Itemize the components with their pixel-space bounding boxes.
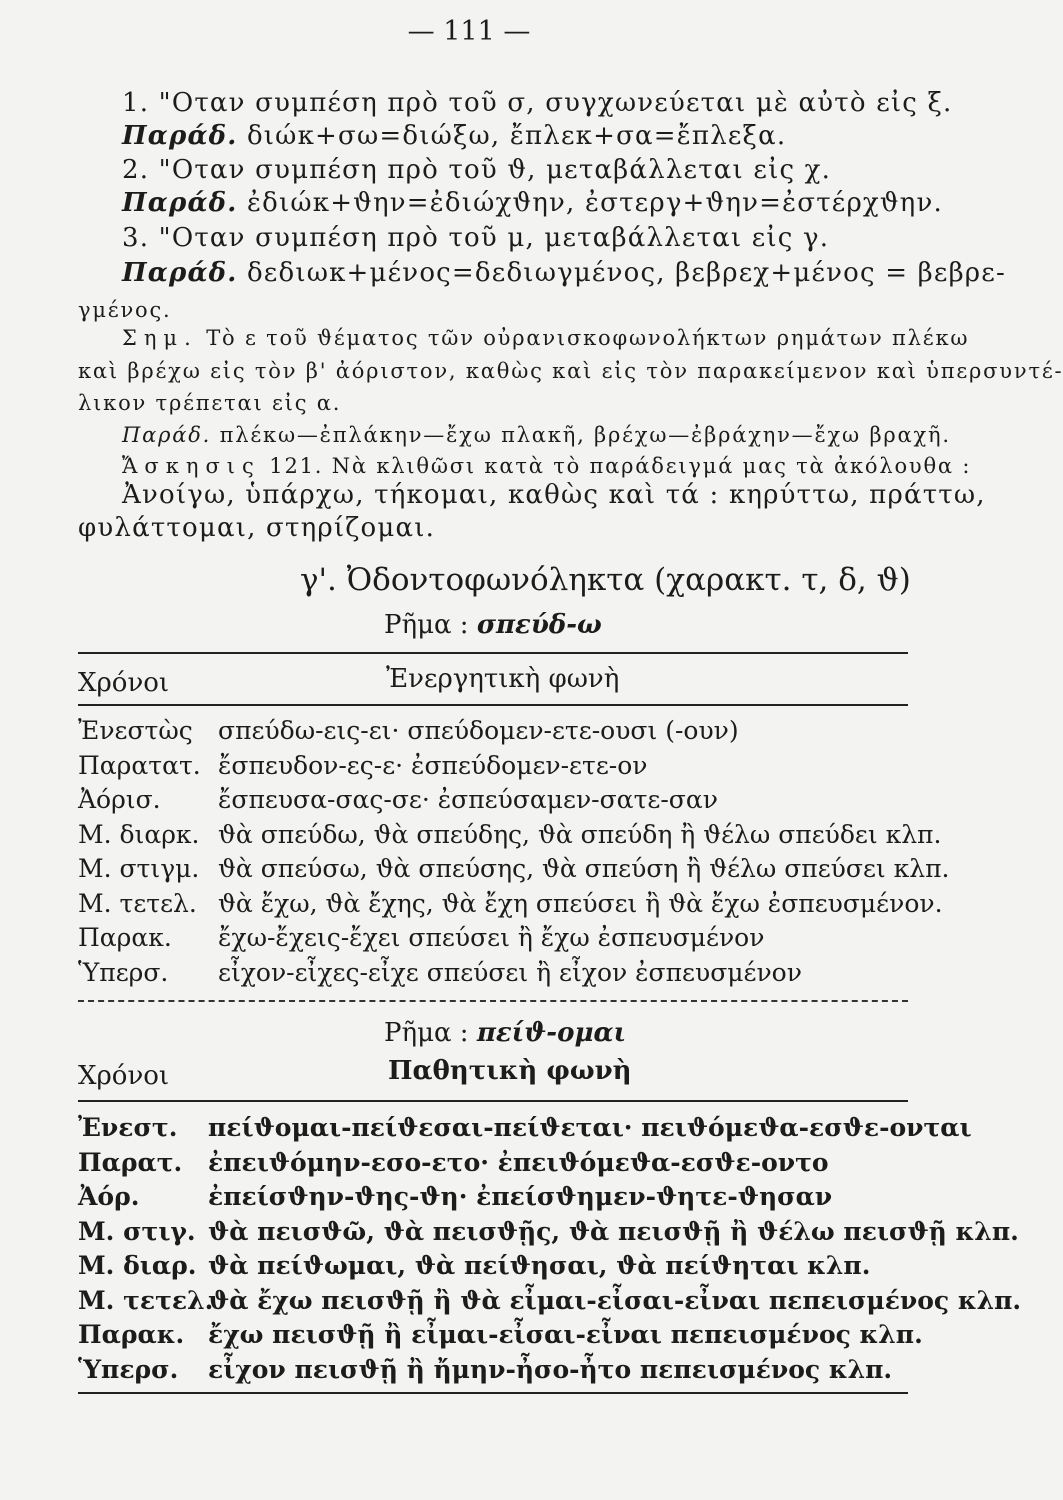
exercise-text: 121. Νὰ κλιθῶσι κατὰ τὸ παράδειγμά μας τὰ ἀκόλουθα : <box>269 454 972 478</box>
example-label: Παράδ. <box>122 121 238 151</box>
conjugation-forms: ἐπειϑόμην-εσο-ετο· ἐπειϑόμεϑα-εσϑε-οντο <box>208 1147 829 1177</box>
page-number: — 111 — <box>407 16 531 47</box>
note-example-label: Παράδ. <box>122 423 212 447</box>
table1-top-rule <box>78 652 908 654</box>
example-3-continued: γμένος. <box>78 298 172 322</box>
conjugation-forms: ϑὰ πείϑωμαι, ϑὰ πείϑησαι, ϑὰ πείϑηται κλπ. <box>208 1251 871 1280</box>
conjugation-forms: ϑὰ σπεύδω, ϑὰ σπεύδης, ϑὰ σπεύδη ἢ ϑέλω σπεύδει κλπ. <box>218 819 942 849</box>
tense-label: Μ. διαρκ. <box>78 819 200 849</box>
example-label: Παράδ. <box>122 258 238 288</box>
note-example-text: πλέκω—ἐπλάκην—ἔχω πλακῆ, βρέχω—ἐβράχην—ἔχω βραχῆ. <box>219 423 951 447</box>
conjugation-forms: εἶχον πεισϑῇ ἢ ἤμην-ἦσο-ἦτο πεπεισμένος κλπ. <box>208 1354 893 1384</box>
table2-header-rule <box>78 1100 908 1102</box>
verb-prefix: Ρῆμα : <box>384 610 469 640</box>
table-row <box>78 1355 918 1391</box>
table1-header-rule <box>78 704 908 706</box>
verb-stem: πείϑ-ομαι <box>476 1018 627 1048</box>
table-row <box>78 1113 972 1149</box>
table-row <box>78 1216 1019 1253</box>
tense-label: Παρατ. <box>78 1147 183 1177</box>
conjugation-forms: ϑὰ πεισϑῶ, ϑὰ πεισϑῇς, ϑὰ πεισϑῇ ἢ ϑέλω πεισϑῇ κλπ. <box>208 1216 1019 1246</box>
tense-label: Παρακ. <box>78 1320 185 1349</box>
table-row <box>78 888 943 925</box>
conjugation-forms: ἔσπευδον-ες-ε· ἐσπεύδομεν-ετε-ον <box>218 750 648 780</box>
example-1 <box>122 121 786 151</box>
note-line-2: καὶ βρέχω εἰς τὸν β' ἀόριστον, καθὼς καὶ εἰς τὸν παρακείμενον καὶ ὑπερσυντέ- <box>78 359 1063 383</box>
note-line-1 <box>122 326 969 350</box>
tense-label: Μ. στιγμ. <box>78 854 200 883</box>
tense-label: Ἐνεστ. <box>78 1113 178 1142</box>
table2-col-tense: Χρόνοι <box>78 1061 170 1091</box>
exercise-line-3: φυλάττομαι, στηρίζομαι. <box>78 513 436 543</box>
tense-label: Ἐνεστὼς <box>78 716 193 745</box>
example-text: δεδιωκ+μένος=δεδιωγμένος, βεβρεχ+μένος = βεβρε- <box>246 258 1006 288</box>
table-row <box>78 1320 923 1356</box>
table-row <box>78 1285 1022 1322</box>
note-line-3: λικον τρέπεται εἰς α. <box>78 391 342 415</box>
tense-label: Ὑπερσ. <box>78 1354 179 1384</box>
table1-col-voice: Ἐνεργητικὴ φωνὴ <box>386 664 620 694</box>
conjugation-forms: ϑὰ ἔχω, ϑὰ ἔχης, ϑὰ ἔχη σπεύσει ἢ ϑὰ ἔχω ἐσπευσμένον. <box>218 888 943 918</box>
table-row <box>78 819 942 856</box>
table2-col-voice: Παθητικὴ φωνὴ <box>388 1056 632 1086</box>
exercise-line <box>122 454 971 478</box>
table-row <box>78 958 918 994</box>
table-row <box>78 751 918 787</box>
conjugation-forms: ἔχω-ἔχεις-ἔχει σπεύσει ἢ ἔχω ἐσπευσμένον <box>218 923 765 952</box>
example-text: διώκ+σω=διώξω, ἔπλεκ+σα=ἔπλεξα. <box>246 121 787 151</box>
conjugation-forms: ϑὰ σπεύσω, ϑὰ σπεύσης, ϑὰ σπεύση ἢ ϑέλω σπεύσει κλπ. <box>218 854 950 883</box>
table-row <box>78 1182 918 1218</box>
conjugation-forms: ἐπείσϑην-ϑης-ϑη· ἐπείσϑημεν-ϑητε-ϑησαν <box>208 1182 833 1211</box>
table1-col-tense: Χρόνοι <box>78 668 170 698</box>
example-2 <box>122 188 943 218</box>
note-text: Τὸ ε τοῦ ϑέματος τῶν οὐρανισκοφωνολήκτων ρημάτων πλέκω <box>206 326 970 350</box>
table-row <box>78 785 918 821</box>
rule-3: 3. "Οταν συμπέση πρὸ τοῦ μ, μεταβάλλεται εἰς γ. <box>122 223 830 253</box>
tense-label: Ὑπερσ. <box>78 957 169 987</box>
section-title: γ'. Ὀδοντοφωνόληκτα (χαρακτ. τ, δ, ϑ) <box>300 562 911 598</box>
conjugation-forms: σπεύδω-εις-ει· σπεύδομεν-ετε-ουσι (-ουν) <box>218 716 739 745</box>
table-row <box>78 1251 918 1287</box>
table2-verb-heading <box>384 1018 626 1048</box>
example-text: ἐδιώκ+ϑην=ἐδιώχϑην, ἐστεργ+ϑην=ἐστέρχϑην. <box>246 188 943 218</box>
table1-verb-heading <box>384 610 602 640</box>
table-row <box>78 1148 918 1184</box>
conjugation-forms: πείϑομαι-πείϑεσαι-πείϑεται· πειϑόμεϑα-εσϑε-ονται <box>208 1113 972 1142</box>
tense-label: Μ. διαρ. <box>78 1251 197 1280</box>
verb-stem: σπεύδ-ω <box>476 610 602 640</box>
tense-label: Παρακ. <box>78 923 172 952</box>
example-label: Παράδ. <box>122 188 238 218</box>
table-row <box>78 923 918 959</box>
note-example <box>122 423 951 447</box>
tense-label: Μ. τετελ. <box>78 1285 214 1315</box>
note-label: Σημ. <box>122 326 198 350</box>
tense-label: Ἀόρισ. <box>78 785 161 814</box>
conjugation-forms: ἔχω πεισϑῇ ἢ εἶμαι-εἶσαι-εἶναι πεπεισμένος κλπ. <box>208 1320 923 1349</box>
exercise-label: Ἄσκησις <box>122 454 261 478</box>
rule-1: 1. "Οταν συμπέση πρὸ τοῦ σ, συγχωνεύεται μὲ αὐτὸ εἰς ξ. <box>122 88 953 118</box>
conjugation-forms: εἶχον-εἶχες-εἶχε σπεύσει ἢ εἶχον ἐσπευσμένον <box>218 957 802 987</box>
table2-bottom-rule <box>78 1392 908 1394</box>
tense-label: Ἀόρ. <box>78 1182 140 1211</box>
tense-label: Μ. τετελ. <box>78 888 197 918</box>
conjugation-forms: ἔσπευσα-σας-σε· ἐσπεύσαμεν-σατε-σαν <box>218 785 718 814</box>
exercise-line-2: Ἀνοίγω, ὑπάρχω, τήκομαι, καθὼς καὶ τά : κηρύττω, πράττω, <box>122 480 986 510</box>
example-3 <box>122 258 1006 288</box>
table-row <box>78 716 918 752</box>
table-row <box>78 854 950 890</box>
verb-prefix: Ρῆμα : <box>384 1018 469 1048</box>
table1-bottom-rule <box>78 1000 908 1002</box>
rule-2: 2. "Οταν συμπέση πρὸ τοῦ ϑ, μεταβάλλεται εἰς χ. <box>122 155 832 185</box>
tense-label: Μ. στιγ. <box>78 1216 196 1246</box>
conjugation-forms: ϑὰ ἔχω πεισϑῇ ἢ ϑὰ εἶμαι-εἶσαι-εἶναι πεπεισμένος κλπ. <box>208 1285 1022 1315</box>
tense-label: Παρατατ. <box>78 750 201 780</box>
